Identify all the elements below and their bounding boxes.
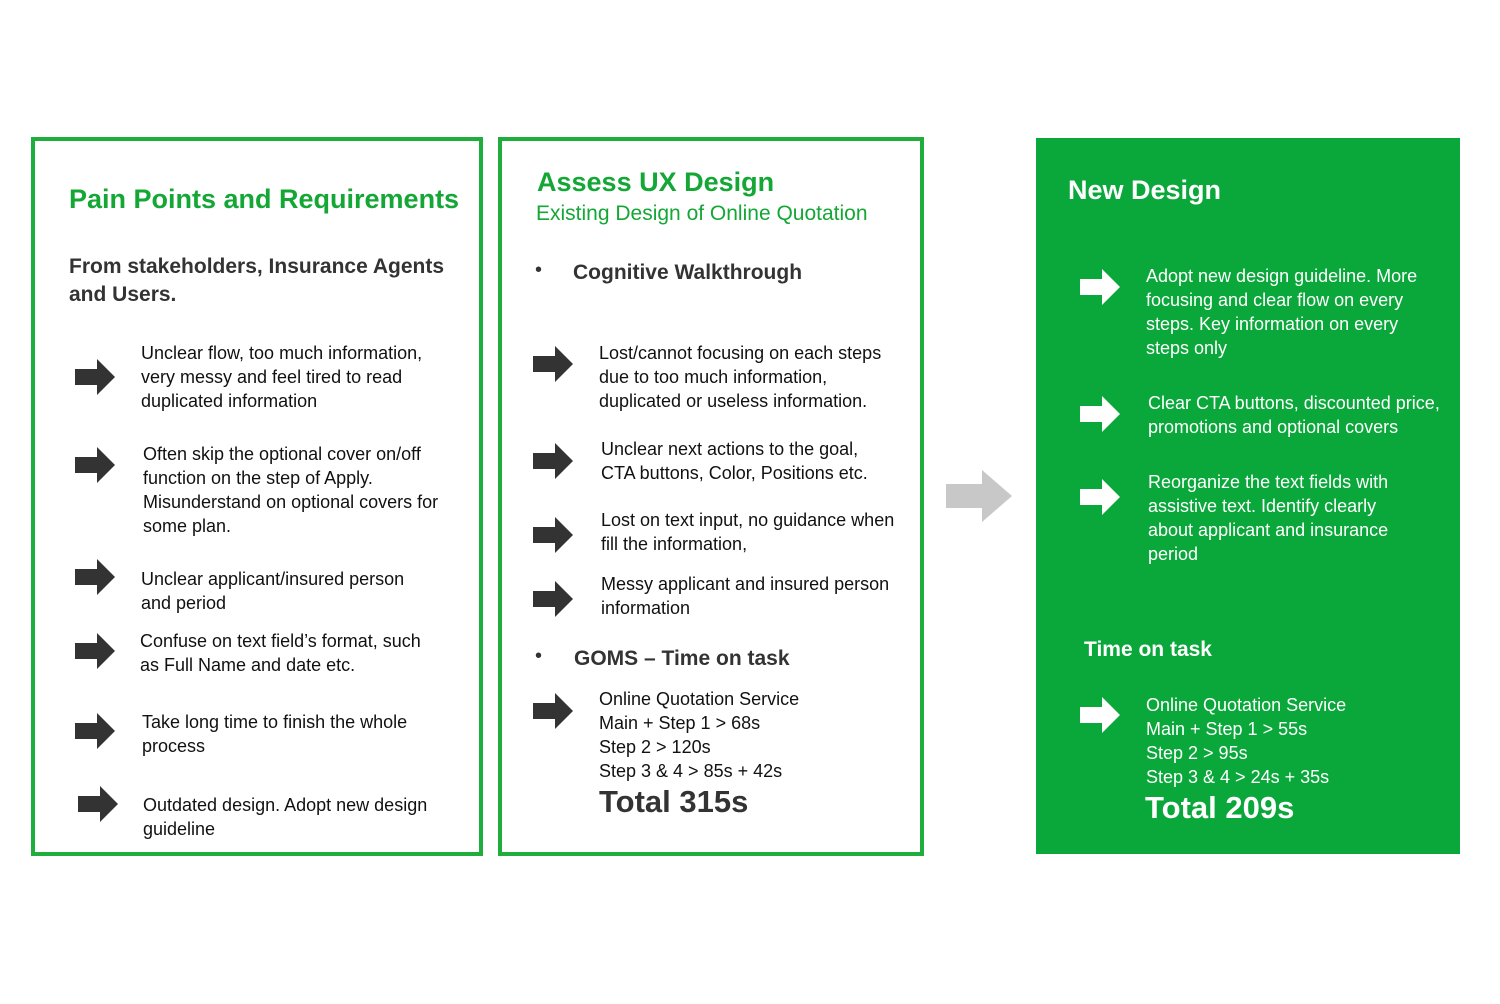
right-arrow-icon bbox=[75, 359, 115, 395]
new-time-line: Main + Step 1 > 55s bbox=[1146, 719, 1308, 739]
walkthrough-finding-text: CTA buttons, Color, Positions etc. bbox=[601, 463, 868, 483]
right-arrow-icon bbox=[533, 581, 573, 617]
right-arrow-icon bbox=[1080, 697, 1120, 733]
right-arrow-icon bbox=[75, 713, 115, 749]
new-design-text: Clear CTA buttons, discounted price, bbox=[1148, 393, 1440, 413]
pain-point-text: function on the step of Apply. bbox=[143, 468, 373, 488]
walkthrough-finding-text: Lost/cannot focusing on each steps bbox=[599, 343, 882, 363]
total-new: Total 209s bbox=[1145, 790, 1295, 825]
right-arrow-icon bbox=[533, 443, 573, 479]
new-design-text: period bbox=[1148, 544, 1199, 564]
walkthrough-finding-text: duplicated or useless information. bbox=[599, 391, 868, 411]
new-time-line: Online Quotation Service bbox=[1146, 695, 1347, 715]
stakeholders-line-1: From stakeholders, Insurance Agents bbox=[69, 255, 444, 278]
pain-point-text: Outdated design. Adopt new design bbox=[143, 795, 428, 815]
pain-point-text: guideline bbox=[143, 819, 216, 839]
right-arrow-icon bbox=[1080, 479, 1120, 515]
new-design-text: focusing and clear flow on every bbox=[1146, 290, 1404, 310]
pain-point-text: Misunderstand on optional covers for bbox=[143, 492, 439, 512]
bullet-cognitive: • bbox=[535, 259, 543, 281]
pain-point-text: duplicated information bbox=[141, 391, 318, 411]
walkthrough-finding-text: fill the information, bbox=[601, 534, 748, 554]
new-design-title: New Design bbox=[1068, 175, 1222, 205]
new-design-text: assistive text. Identify clearly bbox=[1148, 496, 1377, 516]
walkthrough-finding-text: information bbox=[601, 598, 691, 618]
new-design-text: Reorganize the text fields with bbox=[1148, 472, 1389, 492]
new-design-text: steps. Key information on every bbox=[1146, 314, 1399, 334]
pain-point-text: and period bbox=[141, 593, 227, 613]
pain-point-text: Often skip the optional cover on/off bbox=[143, 444, 421, 464]
pain-point-text: very messy and feel tired to read bbox=[141, 367, 403, 387]
walkthrough-finding-text: due to too much information, bbox=[599, 367, 828, 387]
bullet-goms: • bbox=[535, 645, 543, 667]
assess-ux-subtitle: Existing Design of Online Quotation bbox=[536, 202, 868, 225]
existing-time-line: Main + Step 1 > 68s bbox=[599, 713, 761, 733]
new-design-text: about applicant and insurance bbox=[1148, 520, 1389, 540]
large-right-arrow-icon bbox=[946, 470, 1012, 522]
new-time-line: Step 3 & 4 > 24s + 35s bbox=[1146, 767, 1330, 787]
pain-point-text: process bbox=[142, 736, 206, 756]
stakeholders-line-2: and Users. bbox=[69, 283, 177, 306]
assess-ux-panel bbox=[498, 137, 924, 856]
right-arrow-icon bbox=[533, 346, 573, 382]
pain-point-text: Take long time to finish the whole bbox=[142, 712, 408, 732]
right-arrow-icon bbox=[75, 447, 115, 483]
right-arrow-icon bbox=[75, 633, 115, 669]
goms-heading: GOMS – Time on task bbox=[574, 647, 790, 670]
time-on-task-heading: Time on task bbox=[1084, 638, 1212, 661]
new-design-text: steps only bbox=[1146, 338, 1228, 358]
walkthrough-finding-text: Unclear next actions to the goal, bbox=[601, 439, 859, 459]
pain-point-text: Unclear applicant/insured person bbox=[141, 569, 405, 589]
right-arrow-icon bbox=[1080, 269, 1120, 305]
right-arrow-icon bbox=[533, 693, 573, 729]
pain-point-text: as Full Name and date etc. bbox=[140, 655, 356, 675]
walkthrough-finding-text: Lost on text input, no guidance when bbox=[601, 510, 895, 530]
pain-point-text: Confuse on text field’s format, such bbox=[140, 631, 421, 651]
new-design-text: promotions and optional covers bbox=[1148, 417, 1399, 437]
right-arrow-icon bbox=[75, 559, 115, 595]
pain-points-title: Pain Points and Requirements bbox=[69, 184, 460, 214]
new-time-line: Step 2 > 95s bbox=[1146, 743, 1248, 763]
right-arrow-icon bbox=[533, 517, 573, 553]
walkthrough-finding-text: Messy applicant and insured person bbox=[601, 574, 890, 594]
assess-ux-title: Assess UX Design bbox=[537, 167, 775, 197]
pain-point-text: Unclear flow, too much information, bbox=[141, 343, 423, 363]
existing-time-line: Step 3 & 4 > 85s + 42s bbox=[599, 761, 783, 781]
right-arrow-icon bbox=[78, 786, 118, 822]
existing-time-line: Step 2 > 120s bbox=[599, 737, 711, 757]
existing-time-line: Online Quotation Service bbox=[599, 689, 800, 709]
right-arrow-icon bbox=[1080, 396, 1120, 432]
cognitive-walkthrough-heading: Cognitive Walkthrough bbox=[573, 261, 803, 284]
pain-point-text: some plan. bbox=[143, 516, 232, 536]
new-design-text: Adopt new design guideline. More bbox=[1146, 266, 1418, 286]
total-existing: Total 315s bbox=[599, 784, 749, 819]
